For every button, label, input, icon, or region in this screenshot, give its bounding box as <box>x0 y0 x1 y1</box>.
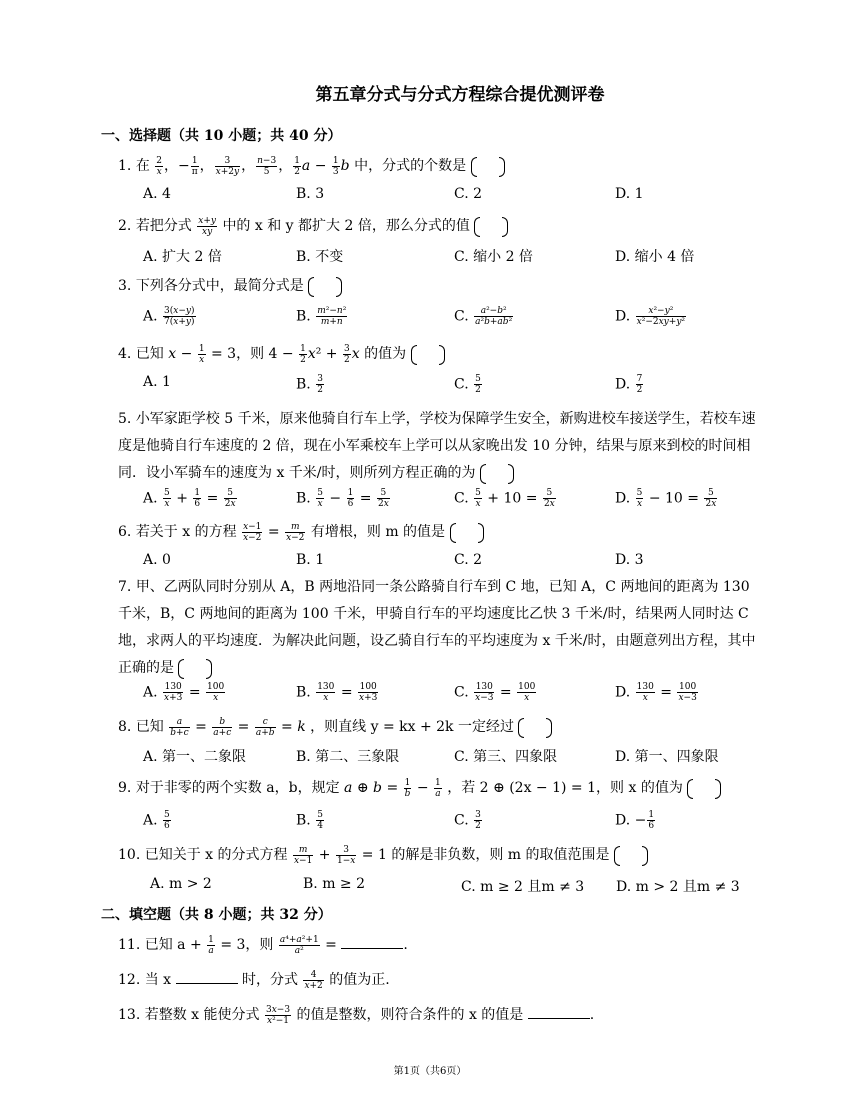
fraction: $\frac{1}{2}$ <box>294 155 300 177</box>
option-b: B. $\frac{5}{4}$ <box>296 810 323 831</box>
option-a: A. 4 <box>143 186 171 202</box>
answer-blank[interactable] <box>341 934 403 949</box>
fraction: $\frac{2}{x}$ <box>156 155 162 177</box>
option-c: C. 2 <box>454 186 483 202</box>
section-heading-fill: 二、填空题（共 8 小题；共 32 分） <box>101 907 332 923</box>
options-q4 <box>143 374 783 400</box>
page-title: 第五章分式与分式方程综合提优测评卷 <box>315 85 605 105</box>
option-b: B. $\frac{3}{2}$ <box>296 374 323 395</box>
option-b: B. 第二、三象限 <box>296 749 400 765</box>
fraction: $\frac{x+y}{xy}$ <box>198 215 216 237</box>
option-b: B. 不变 <box>296 249 344 265</box>
question-8: 8. 已知 $\frac{a}{b+c}$ = $\frac{b}{a+c}$ = $\frac{c}{a+b}$ = k ，则直线 y = kx + 2k 一定经过 <box>118 715 768 739</box>
section-heading-choice: 一、选择题（共 10 小题；共 40 分） <box>101 128 342 144</box>
option-a: A. 1 <box>143 374 171 390</box>
fraction: $\frac{n-3}{5}$ <box>257 155 277 177</box>
fraction: $\frac{3}{x+2y}$ <box>215 155 240 177</box>
question-2: 2. 若把分式 $\frac{x+y}{xy}$ 中的 x 和 y 都扩大 2 倍，那么分式的值 <box>118 214 768 238</box>
options-q8 <box>143 746 783 772</box>
answer-bracket <box>471 157 505 175</box>
options-q3 <box>143 306 783 332</box>
option-d: D. $\frac{5}{x}$ − 10 = $\frac{5}{2x}$ <box>615 488 717 509</box>
answer-bracket <box>474 217 508 235</box>
answer-bracket <box>687 779 721 797</box>
option-a: A. $\frac{130}{x+3}$ = $\frac{100}{x}$ <box>143 682 225 703</box>
option-a: A. m > 2 <box>150 876 212 892</box>
option-c: C. $\frac{5}{x}$ + 10 = $\frac{5}{2x}$ <box>454 488 555 509</box>
answer-bracket <box>518 718 552 736</box>
option-b: B. $\frac{5}{x}$ − $\frac{1}{6}$ = $\frac{5}{2x}$ <box>296 488 389 509</box>
option-c: C. 缩小 2 倍 <box>454 249 533 265</box>
option-c: C. $\frac{130}{x-3}$ = $\frac{100}{x}$ <box>454 682 536 703</box>
options-q5 <box>143 488 783 514</box>
question-10: 10. 已知关于 x 的分式方程 $\frac{m}{x-1}$ + $\frac{3}{1-x}$ = 1 的解是非负数，则 m 的取值范围是 <box>118 843 768 867</box>
option-d: D. $\frac{130}{x}$ = $\frac{100}{x-3}$ <box>615 682 697 703</box>
option-d: D. 3 <box>615 552 644 568</box>
option-a: A. $\frac{3(x-y)}{7(x+y)}$ <box>143 306 195 327</box>
question-9: 9. 对于非零的两个实数 a，b，规定 a ⊕ b = $\frac{1}{b}$ − $\frac{1}{a}$ ，若 2 ⊕ (2x − 1) = 1，则 x 的值为 <box>118 776 768 800</box>
option-a: A. $\frac{5}{x}$ + $\frac{1}{6}$ = $\frac{5}{2x}$ <box>143 488 236 509</box>
option-b: B. $\frac{\text{m²−n²}}{m+n}$ <box>296 306 347 327</box>
question-3: 3. 下列各分式中，最简分式是 <box>118 274 768 298</box>
answer-bracket <box>614 846 648 864</box>
question-1: 1. 在 $\frac{2}{x}$ ，− $\frac{1}{\pi}$ ， $\frac{3}{x+2y}$ ， $\frac{n-3}{5}$ ， $\frac{1}{2}$ a − $\frac{1}{3}$ b 中，分式的个数是 <box>118 154 768 178</box>
answer-bracket <box>178 659 212 677</box>
option-c: C. $\frac{5}{2}$ <box>454 374 481 395</box>
question-13: 13. 若整数 x 能使分式 $\frac{3x-3}{\text{x²−1}}$ 的值是整数，则符合条件的 x 的值是 . <box>118 1004 595 1026</box>
fraction: $\frac{1}{3}$ <box>332 155 339 177</box>
option-b: B. 3 <box>296 186 325 202</box>
answer-bracket <box>308 277 342 295</box>
option-a: A. 第一、二象限 <box>143 749 247 765</box>
option-c: C. $\frac{3}{2}$ <box>454 810 481 831</box>
question-5: 5. 小军家距学校 5 千米，原来他骑自行车上学，学校为保障学生安全，新购进校车接送学生，若校车速度是他骑自行车速度的 2 倍，现在小军乘校车上学可以从家晚出发 10 分钟，结果与原来到校的时间相同．设小军骑车的速度为 x 千米/时，则所列方程正确的为 <box>118 411 756 481</box>
option-c: C. 2 <box>454 552 483 568</box>
options-q10 <box>150 876 790 902</box>
option-d: D. m > 2 且m ≠ 3 <box>616 879 740 895</box>
option-d: D. 第一、四象限 <box>615 749 719 765</box>
answer-bracket <box>450 523 484 541</box>
options-q2 <box>143 246 783 272</box>
option-d: D. 1 <box>615 186 644 202</box>
answer-blank[interactable] <box>528 1004 590 1019</box>
question-7: 7. 甲、乙两队同时分别从 A，B 两地沿同一条公路骑自行车到 C 地，已知 A，C 两地间的距离为 130 千米，B，C 两地间的距离为 100 千米，甲骑自行车的平均速度比乙快 3 千米/时，结果两人同时达 C 地，求两人的平均速度．为解决此问题，设乙骑自行车的平均速度为 x 千米/时，由题意列出方程，其中正确的是 <box>118 579 756 676</box>
answer-blank[interactable] <box>176 969 238 984</box>
question-6: 6. 若关于 x 的方程 $\frac{x-1}{x-2}$ = $\frac{m}{x-2}$ 有增根，则 m 的值是 <box>118 520 768 544</box>
option-b: B. m ≥ 2 <box>303 876 366 892</box>
options-q7 <box>143 682 783 708</box>
option-b: B. 1 <box>296 552 325 568</box>
question-12: 12. 当 x 时，分式 $\frac{4}{x+2}$ 的值为正. <box>118 969 390 991</box>
page-footer: 第1页（共6页） <box>393 1066 467 1077</box>
option-d: D. − $\frac{1}{6}$ <box>615 810 655 831</box>
options-q1 <box>143 186 783 212</box>
fraction: $\frac{1}{\pi}$ <box>191 155 198 177</box>
options-q9 <box>143 810 783 836</box>
option-c: C. m ≥ 2 且m ≠ 3 <box>461 879 585 895</box>
option-d: D. $\frac{\text{x²−y²}}{\text{x²−2xy+y²}}$ <box>615 306 686 327</box>
option-a: A. $\frac{5}{6}$ <box>143 810 170 831</box>
answer-bracket <box>480 464 514 482</box>
option-d: D. 缩小 4 倍 <box>615 249 695 265</box>
option-b: B. $\frac{130}{x}$ = $\frac{100}{x+3}$ <box>296 682 378 703</box>
option-c: C. $\frac{\text{a²−b²}}{\text{a²b+ab²}}$ <box>454 306 513 327</box>
option-a: A. 扩大 2 倍 <box>143 249 222 265</box>
question-4: 4. 已知 x − $\frac{1}{x}$ = 3，则 4 − $\frac{1}{2}$ x² + $\frac{3}{2}$ x 的值为 <box>118 342 768 366</box>
option-d: D. $\frac{7}{2}$ <box>615 374 643 395</box>
option-a: A. 0 <box>143 552 171 568</box>
answer-bracket <box>411 345 445 363</box>
question-11: 11. 已知 a + $\frac{1}{a}$ = 3，则 $\frac{\text{a⁴+a²+1}}{\text{a²}}$ = . <box>118 934 408 956</box>
option-c: C. 第三、四象限 <box>454 749 558 765</box>
